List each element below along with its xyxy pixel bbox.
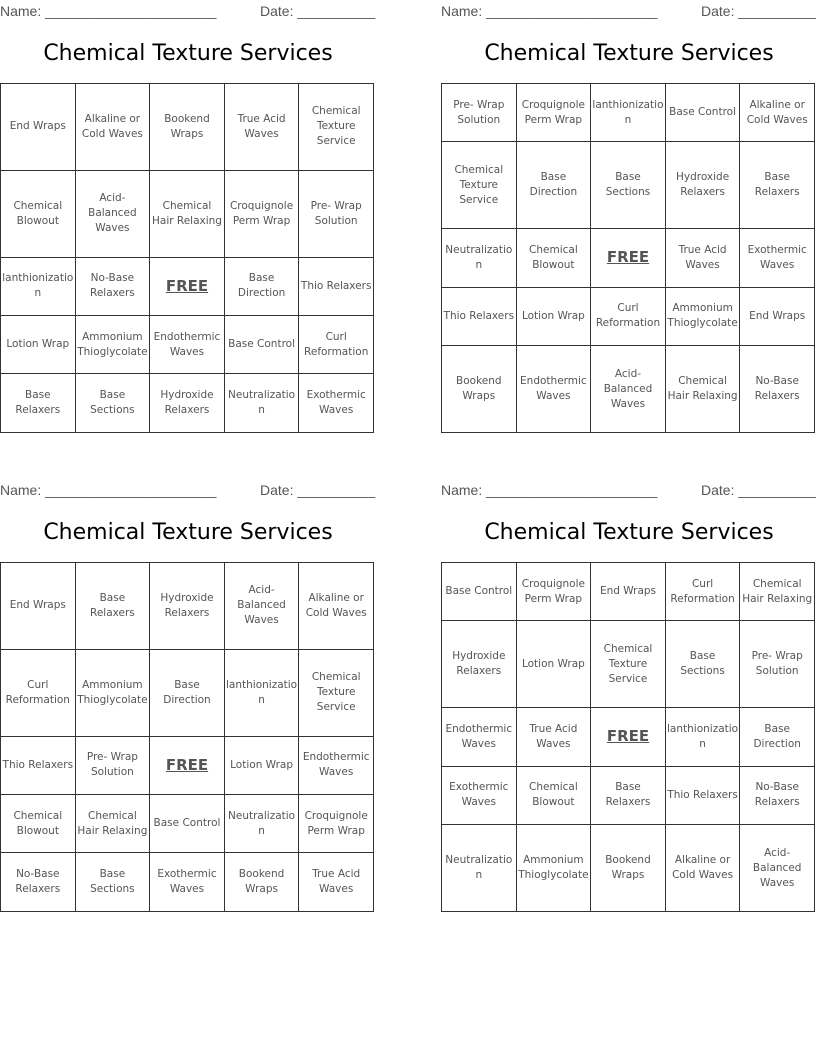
grid-cell: Thio Relaxers	[299, 257, 374, 315]
grid-cell: End Wraps	[1, 563, 76, 650]
grid-cell: Neutralization	[224, 374, 299, 433]
grid-cell: Neutralization	[442, 825, 517, 912]
grid-cell: Chemical Blowout	[1, 170, 76, 257]
grid-cell: Chemical Texture Service	[591, 621, 666, 708]
grid-row	[1, 736, 374, 794]
date-field: Date: __________	[701, 482, 816, 498]
grid-cell: Alkaline or Cold Waves	[75, 84, 150, 171]
grid-cell: Pre- Wrap Solution	[299, 170, 374, 257]
grid-cell: Exothermic Waves	[740, 229, 815, 287]
grid-cell: Neutralization	[442, 229, 517, 287]
card-title: Chemical Texture Services	[43, 41, 333, 66]
free-space: FREE	[150, 736, 225, 794]
grid-cell: Pre- Wrap Solution	[740, 621, 815, 708]
grid-row	[442, 766, 815, 824]
grid-row	[442, 84, 815, 142]
grid-cell: True Acid Waves	[299, 853, 374, 912]
grid-cell: True Acid Waves	[516, 708, 591, 766]
grid-cell: lanthionizatio n	[591, 84, 666, 142]
grid-cell: Base Direction	[516, 142, 591, 229]
grid-cell: Exothermic Waves	[442, 766, 517, 824]
grid-cell: Chemical Blowout	[516, 766, 591, 824]
grid-cell: Endothermic Waves	[150, 316, 225, 374]
grid-cell: Base Sections	[75, 853, 150, 912]
date-field: Date: __________	[701, 3, 816, 19]
grid-cell: Exothermic Waves	[299, 374, 374, 433]
grid-cell: Ammonium Thioglycolate	[75, 649, 150, 736]
grid-row	[1, 316, 374, 374]
grid-row	[442, 287, 815, 345]
bingo-grid	[441, 562, 815, 912]
grid-row	[1, 84, 374, 171]
grid-cell: Base Direction	[224, 257, 299, 315]
grid-cell: Base Control	[150, 795, 225, 853]
grid-row	[1, 649, 374, 736]
grid-cell: Chemical Hair Relaxing	[150, 170, 225, 257]
grid-cell: Base Sections	[591, 142, 666, 229]
bingo-grid	[0, 83, 374, 433]
grid-row	[1, 853, 374, 912]
grid-cell: Thio Relaxers	[442, 287, 517, 345]
grid-cell: Lotion Wrap	[1, 316, 76, 374]
grid-cell: Chemical Hair Relaxing	[740, 563, 815, 621]
grid-cell: Hydroxide Relaxers	[150, 374, 225, 433]
card-header	[441, 482, 816, 498]
grid-row	[1, 563, 374, 650]
grid-cell: Curl Reformation	[665, 563, 740, 621]
name-field: Name: ______________________	[0, 3, 217, 19]
grid-cell: End Wraps	[1, 84, 76, 171]
grid-cell: Croquignole Perm Wrap	[224, 170, 299, 257]
grid-cell: True Acid Waves	[665, 229, 740, 287]
grid-row	[1, 795, 374, 853]
bingo-grid	[441, 83, 815, 433]
grid-cell: No-Base Relaxers	[75, 257, 150, 315]
grid-cell: Hydroxide Relaxers	[150, 563, 225, 650]
grid-cell: Ammonium Thioglycolate	[516, 825, 591, 912]
grid-cell: No-Base Relaxers	[1, 853, 76, 912]
grid-cell: Acid-Balanced Waves	[224, 563, 299, 650]
grid-cell: Chemical Hair Relaxing	[665, 346, 740, 433]
grid-cell: Pre- Wrap Solution	[442, 84, 517, 142]
grid-cell: Lotion Wrap	[516, 621, 591, 708]
free-space: FREE	[591, 708, 666, 766]
card-header	[0, 482, 376, 498]
grid-row	[442, 621, 815, 708]
grid-cell: Ammonium Thioglycolate	[75, 316, 150, 374]
date-field: Date: __________	[260, 482, 376, 498]
grid-cell: Curl Reformation	[591, 287, 666, 345]
name-field: Name: ______________________	[441, 3, 658, 19]
grid-cell: Acid-Balanced Waves	[75, 170, 150, 257]
grid-row	[442, 142, 815, 229]
grid-cell: Lotion Wrap	[516, 287, 591, 345]
free-space: FREE	[150, 257, 225, 315]
grid-cell: Base Control	[665, 84, 740, 142]
grid-row	[442, 708, 815, 766]
grid-cell: lanthionizatio n	[1, 257, 76, 315]
grid-cell: Bookend Wraps	[442, 346, 517, 433]
grid-cell: Croquignole Perm Wrap	[299, 795, 374, 853]
grid-cell: Base Sections	[75, 374, 150, 433]
grid-cell: No-Base Relaxers	[740, 346, 815, 433]
card-title: Chemical Texture Services	[484, 41, 774, 66]
grid-cell: Chemical Blowout	[1, 795, 76, 853]
grid-cell: True Acid Waves	[224, 84, 299, 171]
grid-cell: Chemical Blowout	[516, 229, 591, 287]
grid-cell: Alkaline or Cold Waves	[740, 84, 815, 142]
grid-cell: Base Sections	[665, 621, 740, 708]
grid-cell: Base Relaxers	[75, 563, 150, 650]
bingo-grid	[0, 562, 374, 912]
name-field: Name: ______________________	[441, 482, 658, 498]
grid-cell: Base Relaxers	[740, 142, 815, 229]
grid-cell: Chemical Texture Service	[299, 649, 374, 736]
card-header	[0, 3, 376, 19]
grid-cell: Bookend Wraps	[224, 853, 299, 912]
grid-cell: Hydroxide Relaxers	[665, 142, 740, 229]
grid-cell: End Wraps	[591, 563, 666, 621]
grid-cell: Base Control	[442, 563, 517, 621]
card-title: Chemical Texture Services	[484, 520, 774, 545]
grid-cell: Hydroxide Relaxers	[442, 621, 517, 708]
grid-cell: Endothermic Waves	[442, 708, 517, 766]
grid-cell: Curl Reformation	[1, 649, 76, 736]
grid-row	[1, 374, 374, 433]
grid-cell: Thio Relaxers	[1, 736, 76, 794]
grid-cell: Endothermic Waves	[516, 346, 591, 433]
grid-cell: Thio Relaxers	[665, 766, 740, 824]
grid-cell: Chemical Hair Relaxing	[75, 795, 150, 853]
grid-cell: No-Base Relaxers	[740, 766, 815, 824]
grid-cell: Bookend Wraps	[591, 825, 666, 912]
date-field: Date: __________	[260, 3, 376, 19]
grid-cell: Lotion Wrap	[224, 736, 299, 794]
name-field: Name: ______________________	[0, 482, 217, 498]
grid-cell: Alkaline or Cold Waves	[299, 563, 374, 650]
grid-cell: Chemical Texture Service	[442, 142, 517, 229]
free-space: FREE	[591, 229, 666, 287]
grid-cell: Acid-Balanced Waves	[591, 346, 666, 433]
grid-cell: Neutralization	[224, 795, 299, 853]
grid-row	[442, 825, 815, 912]
grid-cell: Base Relaxers	[1, 374, 76, 433]
grid-cell: lanthionizatio n	[224, 649, 299, 736]
grid-cell: Acid-Balanced Waves	[740, 825, 815, 912]
grid-cell: Alkaline or Cold Waves	[665, 825, 740, 912]
grid-row	[1, 170, 374, 257]
grid-cell: lanthionizatio n	[665, 708, 740, 766]
grid-row	[442, 346, 815, 433]
grid-cell: Endothermic Waves	[299, 736, 374, 794]
grid-cell: Base Direction	[150, 649, 225, 736]
grid-cell: Base Relaxers	[591, 766, 666, 824]
grid-cell: Curl Reformation	[299, 316, 374, 374]
grid-cell: Pre- Wrap Solution	[75, 736, 150, 794]
grid-cell: Base Direction	[740, 708, 815, 766]
grid-cell: Bookend Wraps	[150, 84, 225, 171]
card-header	[441, 3, 816, 19]
grid-cell: Base Control	[224, 316, 299, 374]
grid-cell: Ammonium Thioglycolate	[665, 287, 740, 345]
card-title: Chemical Texture Services	[43, 520, 333, 545]
grid-cell: Exothermic Waves	[150, 853, 225, 912]
grid-row	[442, 563, 815, 621]
grid-cell: Croquignole Perm Wrap	[516, 84, 591, 142]
grid-cell: Chemical Texture Service	[299, 84, 374, 171]
grid-row	[1, 257, 374, 315]
grid-cell: End Wraps	[740, 287, 815, 345]
grid-cell: Croquignole Perm Wrap	[516, 563, 591, 621]
grid-row	[442, 229, 815, 287]
